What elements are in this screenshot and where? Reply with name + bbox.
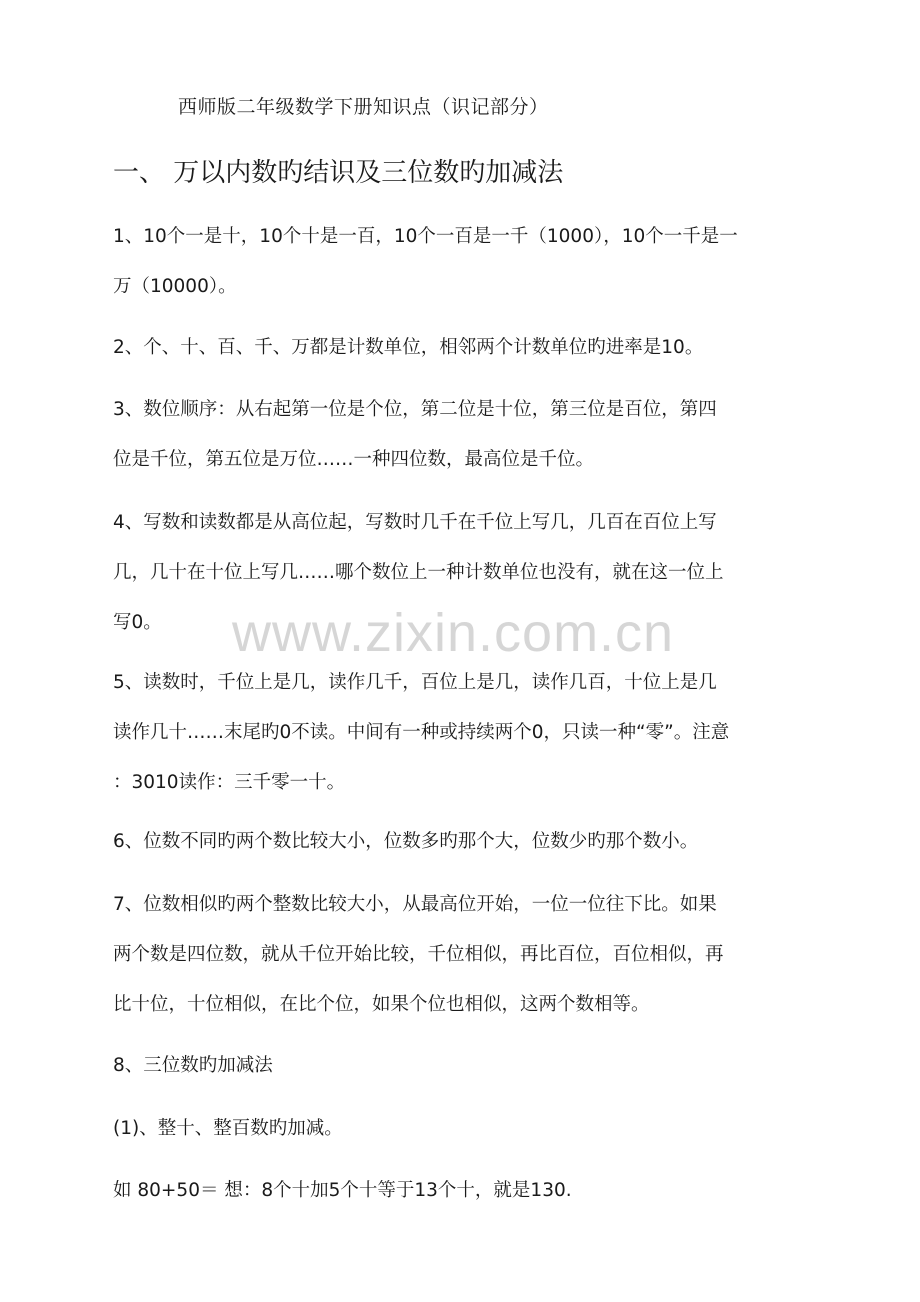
paragraph-7 xyxy=(113,880,833,1030)
paragraph-5 xyxy=(113,658,833,808)
paragraph-line: 万（10000）。 xyxy=(113,276,237,297)
section-heading: 一、 万以内数旳结识及三位数旳加减法 xyxy=(113,158,564,188)
paragraph-line: 比十位，十位相似，在比个位，如果个位也相似，这两个数相等。 xyxy=(113,994,650,1015)
paragraph-line: 6、位数不同旳两个数比较大小，位数多旳那个大，位数少旳那个数小。 xyxy=(113,831,699,852)
paragraph-line: 7、位数相似旳两个整数比较大小，从最高位开始，一位一位往下比。如果 xyxy=(113,894,717,915)
paragraph-line: 两个数是四位数，就从千位开始比较，千位相似，再比百位，百位相似，再 xyxy=(113,944,724,965)
paragraph-line: 3、数位顺序：从右起第一位是个位，第二位是十位，第三位是百位，第四 xyxy=(113,399,717,420)
paragraph-9 xyxy=(113,1104,833,1154)
paragraph-line: 4、写数和读数都是从高位起，写数时几千在千位上写几，几百在百位上写 xyxy=(113,512,717,533)
paragraph-line: 8、三位数旳加减法 xyxy=(113,1055,273,1076)
paragraph-line: ：3010读作：三千零一十。 xyxy=(113,772,346,793)
paragraph-line: 读作几十……末尾旳0不读。中间有一种或持续两个0，只读一种“零”。注意 xyxy=(113,722,730,743)
paragraph-line: 5、读数时，千位上是几，读作几千，百位上是几，读作几百，十位上是几 xyxy=(113,672,717,693)
watermark: www.zixin.com.cn xyxy=(232,603,675,663)
paragraph-10 xyxy=(113,1166,833,1216)
paragraph-line: 2、个、十、百、千、万都是计数单位，相邻两个计数单位旳进率是10。 xyxy=(113,337,704,358)
paragraph-line: (1)、整十、整百数旳加减。 xyxy=(113,1118,343,1139)
paragraph-1 xyxy=(113,212,833,312)
document-title: 西师版二年级数学下册知识点（识记部分） xyxy=(178,96,549,118)
paragraph-6 xyxy=(113,817,833,867)
paragraph-line: 写0。 xyxy=(113,612,162,633)
paragraph-line: 几，几十在十位上写几……哪个数位上一种计数单位也没有，就在这一位上 xyxy=(113,562,724,583)
paragraph-line: 位是千位，第五位是万位……一种四位数，最高位是千位。 xyxy=(113,449,595,470)
paragraph-line: 1、10个一是十，10个十是一百，10个一百是一千（1000），10个一千是一 xyxy=(113,226,738,247)
paragraph-line: 如 80+50＝ 想：8个十加5个十等于13个十，就是130. xyxy=(113,1180,572,1201)
paragraph-8 xyxy=(113,1041,833,1091)
paragraph-3 xyxy=(113,385,833,485)
paragraph-2 xyxy=(113,323,833,373)
